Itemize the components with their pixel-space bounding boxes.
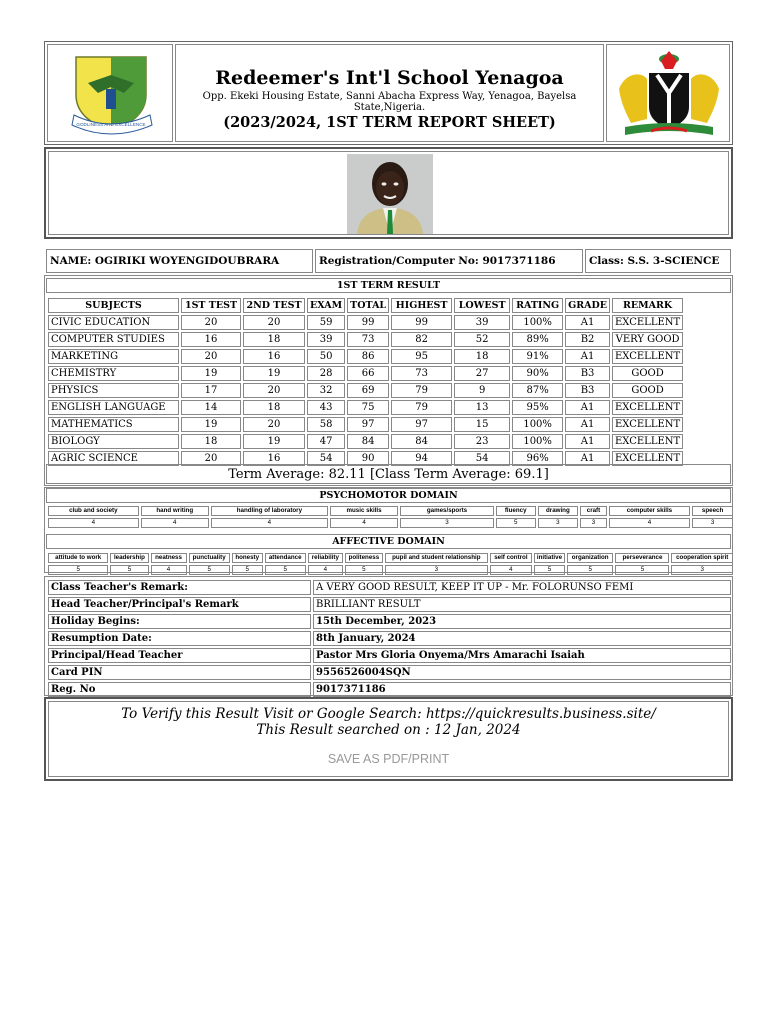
remark-label: Holiday Begins: xyxy=(48,614,311,629)
result-cell: 82 xyxy=(391,332,452,347)
school-logo xyxy=(66,53,156,137)
psychomotor-score: 4 xyxy=(48,518,139,528)
affective-label: initiative xyxy=(534,553,565,563)
result-cell: 19 xyxy=(243,434,305,449)
affective-score: 4 xyxy=(490,565,532,575)
psychomotor-title: PSYCHOMOTOR DOMAIN xyxy=(46,488,731,503)
verify-line: To Verify this Result Visit or Google Search: https://quickresults.business.site/ xyxy=(121,706,656,722)
remark-row xyxy=(48,631,731,646)
school-name: Redeemer's Int'l School Yenagoa xyxy=(215,67,564,89)
result-header-row xyxy=(48,298,683,313)
psychomotor-label: hand writing xyxy=(141,506,209,516)
psychomotor-score: 3 xyxy=(538,518,579,528)
result-cell: 66 xyxy=(347,366,389,381)
searched-line: This Result searched on : 12 Jan, 2024 xyxy=(256,722,521,738)
affective-score: 3 xyxy=(671,565,733,575)
psychomotor-score: 3 xyxy=(580,518,606,528)
result-cell: EXCELLENT xyxy=(612,400,683,415)
result-cell: 19 xyxy=(181,417,241,432)
affective-label: pupil and student relationship xyxy=(385,553,488,563)
result-cell: GOOD xyxy=(612,383,683,398)
result-cell: EXCELLENT xyxy=(612,315,683,330)
result-cell: 84 xyxy=(347,434,389,449)
result-cell: 89% xyxy=(512,332,563,347)
remark-value: Pastor Mrs Gloria Onyema/Mrs Amarachi Isaiah xyxy=(313,648,731,663)
subject-name: MARKETING xyxy=(48,349,179,364)
result-cell: 16 xyxy=(181,332,241,347)
remark-value: 15th December, 2023 xyxy=(313,614,731,629)
result-cell: 20 xyxy=(181,315,241,330)
affective-label: leadership xyxy=(110,553,148,563)
affective-score: 3 xyxy=(385,565,488,575)
remark-label: Class Teacher's Remark: xyxy=(48,580,311,595)
result-cell: 87% xyxy=(512,383,563,398)
result-cell: 16 xyxy=(243,451,305,466)
footer-frame xyxy=(48,701,729,777)
result-cell: B3 xyxy=(565,383,610,398)
coat-of-arms-cell xyxy=(606,44,730,142)
affective-label: honesty xyxy=(232,553,263,563)
result-cell: 73 xyxy=(391,366,452,381)
result-cell: A1 xyxy=(565,400,610,415)
col-2nd-test: 2ND TEST xyxy=(243,298,305,313)
result-cell: 54 xyxy=(307,451,345,466)
col-highest: HIGHEST xyxy=(391,298,452,313)
result-cell: 39 xyxy=(454,315,510,330)
result-cell: 58 xyxy=(307,417,345,432)
col-subjects: SUBJECTS xyxy=(48,298,179,313)
col-lowest: LOWEST xyxy=(454,298,510,313)
psychomotor-label: craft xyxy=(580,506,606,516)
result-cell: 99 xyxy=(391,315,452,330)
remark-row xyxy=(48,682,731,697)
result-cell: 14 xyxy=(181,400,241,415)
result-cell: 100% xyxy=(512,434,563,449)
col-1st-test: 1ST TEST xyxy=(181,298,241,313)
affective-score: 5 xyxy=(232,565,263,575)
result-cell: 73 xyxy=(347,332,389,347)
affective-label: self control xyxy=(490,553,532,563)
term-average: Term Average: 82.11 [Class Term Average: 69.1] xyxy=(46,464,731,484)
school-address: Opp. Ekeki Housing Estate, Sanni Abacha Express Way, Yenagoa, Bayelsa State,Nigeria. xyxy=(202,91,577,113)
affective-score: 5 xyxy=(615,565,669,575)
student-class: Class: S.S. 3-SCIENCE xyxy=(585,249,731,273)
psychomotor-label: games/sports xyxy=(400,506,494,516)
result-cell: EXCELLENT xyxy=(612,434,683,449)
remark-label: Head Teacher/Principal's Remark xyxy=(48,597,311,612)
logo-motto: GODLINESS AND EXCELLENCE xyxy=(76,122,146,127)
result-table xyxy=(46,296,685,468)
affective-label: organization xyxy=(567,553,614,563)
result-cell: 90% xyxy=(512,366,563,381)
affective-label: perseverance xyxy=(615,553,669,563)
subject-name: COMPUTER STUDIES xyxy=(48,332,179,347)
result-cell: 96% xyxy=(512,451,563,466)
result-cell: 19 xyxy=(181,366,241,381)
remark-row xyxy=(48,665,731,680)
psychomotor-score: 4 xyxy=(330,518,398,528)
result-cell: EXCELLENT xyxy=(612,349,683,364)
psychomotor-score: 4 xyxy=(211,518,328,528)
result-cell: 32 xyxy=(307,383,345,398)
psychomotor-score: 4 xyxy=(609,518,690,528)
result-cell: GOOD xyxy=(612,366,683,381)
remark-row xyxy=(48,614,731,629)
result-cell: A1 xyxy=(565,349,610,364)
col-rating: RATING xyxy=(512,298,563,313)
psychomotor-label: music skills xyxy=(330,506,398,516)
psychomotor-label: club and society xyxy=(48,506,139,516)
result-cell: B3 xyxy=(565,366,610,381)
subject-name: CIVIC EDUCATION xyxy=(48,315,179,330)
result-cell: 86 xyxy=(347,349,389,364)
affective-title: AFFECTIVE DOMAIN xyxy=(46,534,731,549)
result-cell: 50 xyxy=(307,349,345,364)
col-remark: REMARK xyxy=(612,298,683,313)
school-logo-cell xyxy=(47,44,173,142)
affective-label: neatness xyxy=(151,553,187,563)
result-cell: 90 xyxy=(347,451,389,466)
result-row xyxy=(48,383,683,398)
student-name: NAME: OGIRIKI WOYENGIDOUBRARA xyxy=(46,249,313,273)
remark-row xyxy=(48,580,731,595)
result-cell: 17 xyxy=(181,383,241,398)
affective-score: 4 xyxy=(151,565,187,575)
subject-name: CHEMISTRY xyxy=(48,366,179,381)
affective-label: cooperation spirit xyxy=(671,553,733,563)
result-cell: 27 xyxy=(454,366,510,381)
remark-label: Card PIN xyxy=(48,665,311,680)
result-cell: EXCELLENT xyxy=(612,417,683,432)
affective-label: attendance xyxy=(265,553,306,563)
psychomotor-score: 3 xyxy=(400,518,494,528)
result-row xyxy=(48,315,683,330)
col-total: TOTAL xyxy=(347,298,389,313)
subject-name: ENGLISH LANGUAGE xyxy=(48,400,179,415)
result-row xyxy=(48,366,683,381)
remark-label: Resumption Date: xyxy=(48,631,311,646)
result-row xyxy=(48,400,683,415)
result-cell: 79 xyxy=(391,400,452,415)
psychomotor-label: handling of laboratory xyxy=(211,506,328,516)
affective-label: attitude to work xyxy=(48,553,108,563)
affective-score: 5 xyxy=(110,565,148,575)
result-cell: 18 xyxy=(454,349,510,364)
result-cell: 54 xyxy=(454,451,510,466)
result-cell: 28 xyxy=(307,366,345,381)
psychomotor-label: speech xyxy=(692,506,733,516)
psychomotor-score: 5 xyxy=(496,518,536,528)
result-cell: 15 xyxy=(454,417,510,432)
psychomotor-score: 4 xyxy=(141,518,209,528)
result-cell: A1 xyxy=(565,451,610,466)
result-cell: 99 xyxy=(347,315,389,330)
psychomotor-label: drawing xyxy=(538,506,579,516)
remark-label: Principal/Head Teacher xyxy=(48,648,311,663)
col-exam: EXAM xyxy=(307,298,345,313)
remark-row xyxy=(48,597,731,612)
photo-section xyxy=(44,147,733,239)
affective-score: 5 xyxy=(534,565,565,575)
result-cell: 97 xyxy=(347,417,389,432)
affective-score: 5 xyxy=(48,565,108,575)
affective-table xyxy=(46,551,735,577)
affective-label: politeness xyxy=(345,553,383,563)
affective-score: 4 xyxy=(308,565,343,575)
result-cell: 75 xyxy=(347,400,389,415)
result-cell: 94 xyxy=(391,451,452,466)
subject-name: PHYSICS xyxy=(48,383,179,398)
result-title: 1ST TERM RESULT xyxy=(46,278,731,293)
result-cell: 95 xyxy=(391,349,452,364)
result-cell: 13 xyxy=(454,400,510,415)
result-cell: 79 xyxy=(391,383,452,398)
footer-section xyxy=(44,697,733,781)
affective-label: reliability xyxy=(308,553,343,563)
result-row xyxy=(48,332,683,347)
remark-label: Reg. No xyxy=(48,682,311,697)
student-photo xyxy=(347,154,433,234)
result-cell: 18 xyxy=(243,400,305,415)
result-cell: 16 xyxy=(243,349,305,364)
result-cell: 100% xyxy=(512,315,563,330)
result-cell: 97 xyxy=(391,417,452,432)
result-row xyxy=(48,417,683,432)
result-cell: 20 xyxy=(181,349,241,364)
registration-number: Registration/Computer No: 9017371186 xyxy=(315,249,583,273)
affective-label: punctuality xyxy=(189,553,230,563)
subject-name: BIOLOGY xyxy=(48,434,179,449)
result-cell: 18 xyxy=(181,434,241,449)
result-cell: 84 xyxy=(391,434,452,449)
report-header xyxy=(44,41,733,145)
result-cell: A1 xyxy=(565,434,610,449)
result-cell: 47 xyxy=(307,434,345,449)
school-info-cell xyxy=(175,44,604,142)
result-cell: 59 xyxy=(307,315,345,330)
photo-frame xyxy=(48,151,729,235)
result-cell: 39 xyxy=(307,332,345,347)
subject-name: MATHEMATICS xyxy=(48,417,179,432)
student-portrait xyxy=(347,154,433,234)
result-cell: VERY GOOD xyxy=(612,332,683,347)
result-cell: A1 xyxy=(565,315,610,330)
result-row xyxy=(48,349,683,364)
result-cell: 69 xyxy=(347,383,389,398)
result-cell: 52 xyxy=(454,332,510,347)
result-cell: 100% xyxy=(512,417,563,432)
psychomotor-score: 3 xyxy=(692,518,733,528)
affective-score: 5 xyxy=(265,565,306,575)
result-cell: 43 xyxy=(307,400,345,415)
term-title: (2023/2024, 1ST TERM REPORT SHEET) xyxy=(223,114,556,131)
result-cell: 20 xyxy=(181,451,241,466)
save-pdf-print-button[interactable]: SAVE AS PDF/PRINT xyxy=(327,752,450,766)
nigeria-coat-of-arms xyxy=(611,49,727,139)
result-cell: 9 xyxy=(454,383,510,398)
remark-value: BRILLIANT RESULT xyxy=(313,597,731,612)
affective-score: 5 xyxy=(567,565,614,575)
psychomotor-table xyxy=(46,504,735,530)
psychomotor-label: fluency xyxy=(496,506,536,516)
remark-row xyxy=(48,648,731,663)
result-cell: 20 xyxy=(243,315,305,330)
remark-value: 9556526004SQN xyxy=(313,665,731,680)
result-cell: A1 xyxy=(565,417,610,432)
result-cell: 20 xyxy=(243,383,305,398)
result-cell: 91% xyxy=(512,349,563,364)
result-cell: B2 xyxy=(565,332,610,347)
affective-score: 5 xyxy=(189,565,230,575)
result-cell: 95% xyxy=(512,400,563,415)
result-cell: 19 xyxy=(243,366,305,381)
result-cell: 23 xyxy=(454,434,510,449)
result-row xyxy=(48,434,683,449)
psychomotor-label: computer skills xyxy=(609,506,690,516)
subject-name: AGRIC SCIENCE xyxy=(48,451,179,466)
remark-value: 8th January, 2024 xyxy=(313,631,731,646)
col-grade: GRADE xyxy=(565,298,610,313)
remark-value: 9017371186 xyxy=(313,682,731,697)
result-cell: 20 xyxy=(243,417,305,432)
remark-value: A VERY GOOD RESULT, KEEP IT UP - Mr. FOLORUNSO FEMI xyxy=(313,580,731,595)
remarks-table xyxy=(46,578,733,699)
affective-score: 5 xyxy=(345,565,383,575)
result-cell: EXCELLENT xyxy=(612,451,683,466)
result-cell: 18 xyxy=(243,332,305,347)
